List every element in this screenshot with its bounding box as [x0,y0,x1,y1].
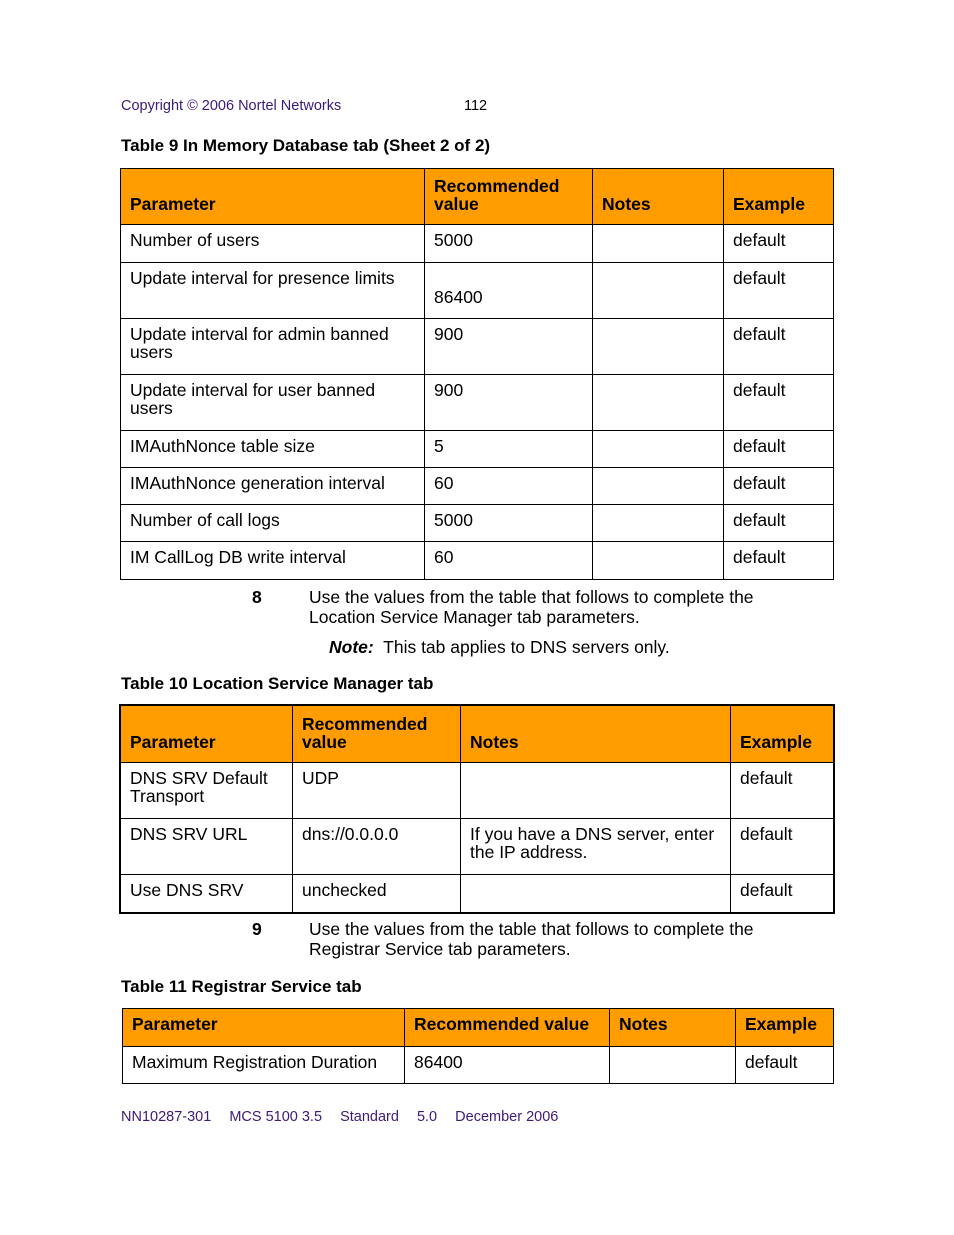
cell-notes [593,225,724,263]
cell-notes [610,1047,736,1084]
table-row [121,542,834,580]
table-row [121,505,834,542]
step-9-text: Use the values from the table that follows to complete the Registrar Service tab parameters. [309,919,754,959]
table-row [121,819,834,875]
table9-header-notes: Notes [593,169,724,225]
cell-example: default [724,225,834,263]
cell-parameter: Number of call logs [121,505,425,542]
table-row [121,468,834,505]
cell-example: default [724,468,834,505]
table11 [122,1008,834,1084]
table9-header-row [121,169,834,225]
cell-notes [593,319,724,375]
cell-parameter: Number of users [121,225,425,263]
cell-notes [593,375,724,431]
cell-parameter: DNS SRV URL [121,819,293,875]
step-8-text: Use the values from the table that follows to complete the Location Service Manager tab parameters. [309,587,754,627]
table-row [121,763,834,819]
copyright-text: Copyright © 2006 Nortel Networks [121,98,342,114]
cell-example: default [724,542,834,580]
table11-header-notes: Notes [610,1009,736,1047]
table9-header-parameter: Parameter [121,169,425,225]
cell-example: default [731,819,834,875]
cell-value: 5000 [425,505,593,542]
table9-header-recommended: Recommended value [425,169,593,225]
step-8-note [329,637,670,658]
footer-doc-number: NN10287-301 [121,1109,212,1125]
cell-parameter: Update interval for user banned users [121,375,425,431]
table11-header-row [123,1009,834,1047]
table-row [121,431,834,468]
table-row [121,875,834,913]
cell-value: 900 [425,319,593,375]
cell-notes [593,431,724,468]
cell-notes [593,263,724,319]
table-row [121,225,834,263]
cell-value: UDP [293,763,461,819]
cell-value: 60 [425,468,593,505]
cell-parameter: IMAuthNonce table size [121,431,425,468]
cell-parameter: Maximum Registration Duration [123,1047,405,1084]
page-number: 112 [464,98,488,114]
cell-parameter: Update interval for admin banned users [121,319,425,375]
footer-product: MCS 5100 3.5 [229,1109,323,1125]
cell-notes [461,875,731,913]
table9 [120,168,834,580]
table11-header-recommended: Recommended value [405,1009,610,1047]
table10-header-recommended: Recommended value [293,706,461,763]
cell-value: 86400 [425,263,593,319]
table10-header-row [121,706,834,763]
footer-version: 5.0 [416,1109,438,1125]
table9-header-example: Example [724,169,834,225]
footer-date: December 2006 [455,1109,559,1125]
cell-example: default [731,875,834,913]
cell-parameter: DNS SRV Default Transport [121,763,293,819]
table10-header-parameter: Parameter [121,706,293,763]
cell-example: default [724,319,834,375]
table11-caption: Table 11 Registrar Service tab [121,977,362,996]
cell-example: default [724,431,834,468]
step-8-number: 8 [252,587,262,607]
cell-notes [461,763,731,819]
cell-parameter: IM CallLog DB write interval [121,542,425,580]
cell-notes [593,505,724,542]
table11-header-parameter: Parameter [123,1009,405,1047]
note-text: This tab applies to DNS servers only. [383,637,670,657]
cell-parameter: Use DNS SRV [121,875,293,913]
cell-notes: If you have a DNS server, enter the IP address. [461,819,731,875]
footer-status: Standard [340,1109,399,1125]
cell-value: 86400 [405,1047,610,1084]
step-9-number: 9 [252,919,262,939]
table9-caption: Table 9 In Memory Database tab (Sheet 2 of 2) [121,136,491,155]
table-row [121,375,834,431]
cell-example: default [731,763,834,819]
note-label: Note: [329,637,374,657]
table-row [121,263,834,319]
cell-value: 5000 [425,225,593,263]
cell-notes [593,542,724,580]
table10-caption: Table 10 Location Service Manager tab [121,674,434,693]
footer [121,1109,572,1125]
table10-header-notes: Notes [461,706,731,763]
cell-example: default [724,263,834,319]
cell-notes [593,468,724,505]
cell-example: default [724,375,834,431]
cell-value: 900 [425,375,593,431]
cell-parameter: Update interval for presence limits [121,263,425,319]
table-row [121,319,834,375]
cell-parameter: IMAuthNonce generation interval [121,468,425,505]
table-row [123,1047,834,1084]
cell-example: default [724,505,834,542]
table10-header-example: Example [731,706,834,763]
cell-value: 60 [425,542,593,580]
cell-value: unchecked [293,875,461,913]
table10 [120,705,834,913]
cell-value: 5 [425,431,593,468]
cell-example: default [736,1047,834,1084]
cell-value: dns://0.0.0.0 [293,819,461,875]
table11-header-example: Example [736,1009,834,1047]
